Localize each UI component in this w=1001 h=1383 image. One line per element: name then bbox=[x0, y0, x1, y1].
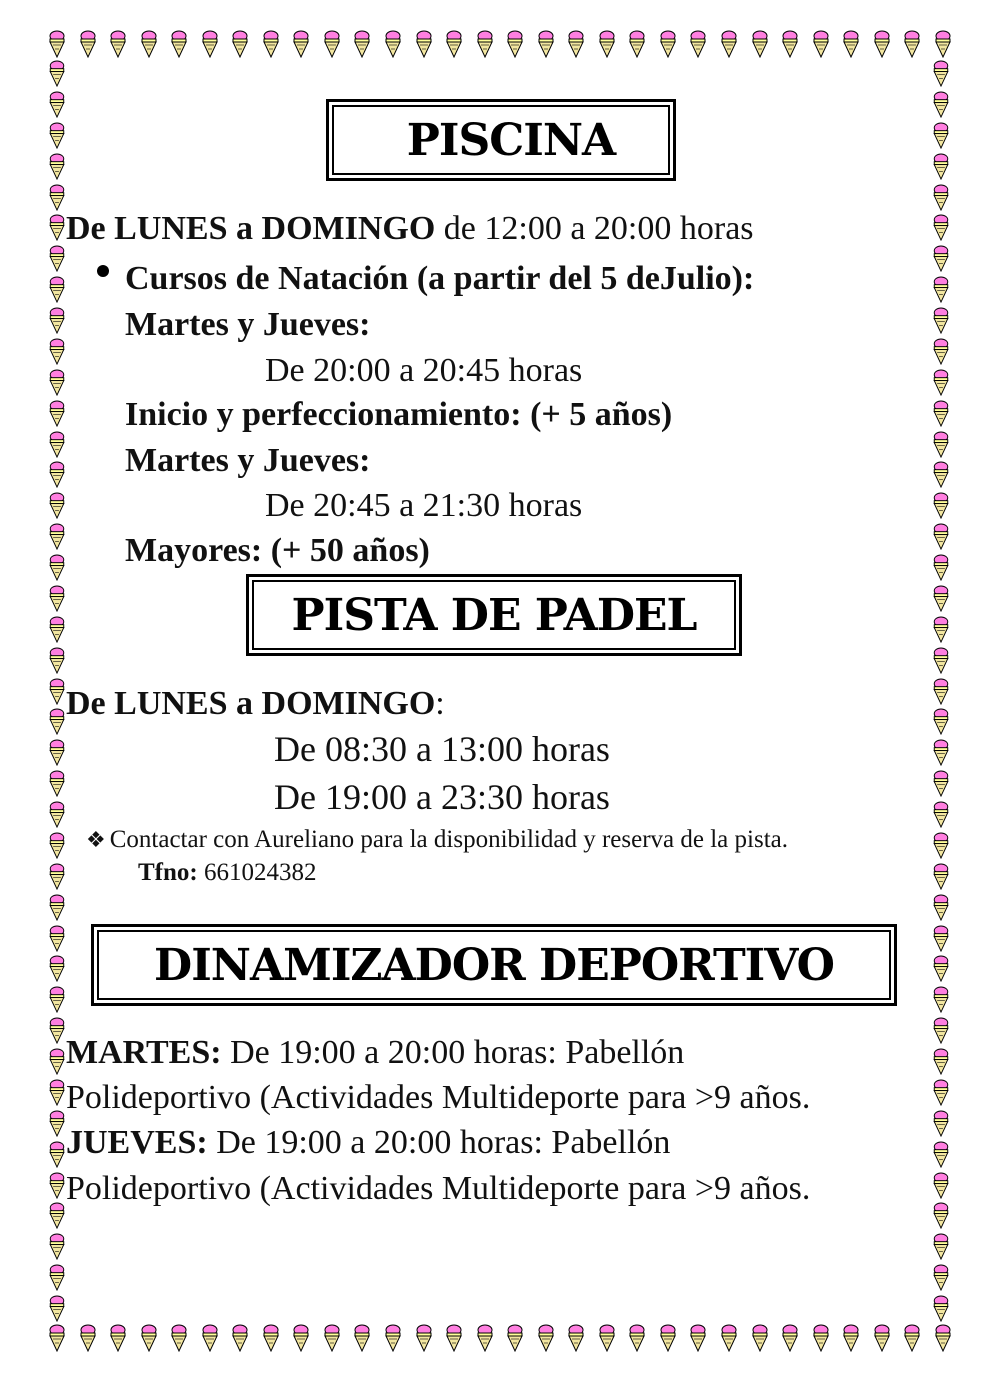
ice-cream-cone-icon bbox=[812, 30, 830, 58]
ice-cream-cone-icon bbox=[932, 678, 950, 705]
ice-cream-cone-icon bbox=[140, 1324, 158, 1352]
ice-cream-cone-icon bbox=[262, 30, 280, 58]
ice-cream-cone-icon bbox=[932, 585, 950, 612]
ice-cream-cone-icon bbox=[598, 1324, 616, 1352]
ice-cream-cone-icon bbox=[932, 184, 950, 211]
piscina-schedule-days: De LUNES a DOMINGO bbox=[66, 210, 436, 247]
ice-cream-cone-icon bbox=[932, 153, 950, 180]
thursday-text-2: Polideportivo (Actividades Multideporte para >9 años. bbox=[66, 1170, 811, 1207]
ice-cream-cone-icon bbox=[48, 678, 66, 705]
ice-cream-cone-icon bbox=[48, 30, 66, 58]
ice-cream-cone-icon bbox=[506, 30, 524, 58]
ice-cream-cone-icon bbox=[934, 30, 952, 58]
ice-cream-cone-icon bbox=[932, 1110, 950, 1137]
ice-cream-cone-icon bbox=[932, 91, 950, 118]
ice-cream-cone-icon bbox=[932, 955, 950, 982]
ice-cream-cone-icon bbox=[48, 91, 66, 118]
ice-cream-cone-icon bbox=[48, 585, 66, 612]
ice-cream-cone-icon bbox=[48, 184, 66, 211]
ice-cream-cone-icon bbox=[932, 307, 950, 334]
ice-cream-cone-icon bbox=[292, 30, 310, 58]
ice-cream-cone-icon bbox=[932, 801, 950, 828]
padel-title: PISTA DE PADEL bbox=[252, 580, 736, 650]
ice-cream-cone-icon bbox=[79, 30, 97, 58]
ice-cream-cone-icon bbox=[48, 461, 66, 488]
ice-cream-cone-icon bbox=[932, 863, 950, 890]
padel-hours-1: De 08:30 a 13:00 horas bbox=[274, 729, 610, 769]
group1-days: Martes y Jueves: bbox=[125, 306, 371, 343]
ice-cream-cone-icon bbox=[812, 1324, 830, 1352]
padel-phone-number: 661024382 bbox=[197, 859, 317, 886]
ice-cream-cone-icon bbox=[353, 30, 371, 58]
ice-cream-cone-icon bbox=[932, 647, 950, 674]
ice-cream-cone-icon bbox=[567, 1324, 585, 1352]
ice-cream-cone-icon bbox=[689, 30, 707, 58]
ice-cream-cone-icon bbox=[48, 245, 66, 272]
group1-hours: De 20:00 a 20:45 horas bbox=[265, 352, 583, 389]
ice-cream-cone-icon bbox=[567, 30, 585, 58]
padel-hours-2: De 19:00 a 23:30 horas bbox=[274, 777, 610, 817]
ice-cream-cone-icon bbox=[79, 1324, 97, 1352]
ice-cream-cone-icon bbox=[751, 30, 769, 58]
ice-cream-cone-icon bbox=[932, 1295, 950, 1322]
group2-hours: De 20:45 a 21:30 horas bbox=[265, 487, 583, 524]
ice-cream-cone-icon bbox=[932, 1172, 950, 1199]
ice-cream-cone-icon bbox=[48, 1141, 66, 1168]
ice-cream-cone-icon bbox=[48, 894, 66, 921]
ice-cream-cone-icon bbox=[781, 1324, 799, 1352]
ice-cream-cone-icon bbox=[48, 739, 66, 766]
ice-cream-cone-icon bbox=[48, 925, 66, 952]
ice-cream-cone-icon bbox=[842, 1324, 860, 1352]
ice-cream-cone-icon bbox=[48, 307, 66, 334]
ice-cream-cone-icon bbox=[48, 122, 66, 149]
ice-cream-cone-icon bbox=[476, 30, 494, 58]
ice-cream-cone-icon bbox=[48, 60, 66, 87]
piscina-schedule bbox=[66, 209, 754, 249]
tuesday-text-2: Polideportivo (Actividades Multideporte para >9 años. bbox=[66, 1079, 811, 1116]
ice-cream-cone-icon bbox=[932, 770, 950, 797]
diamond-bullet-icon: ❖ bbox=[86, 828, 106, 853]
ice-cream-cone-icon bbox=[48, 1295, 66, 1322]
ice-cream-cone-icon bbox=[932, 1264, 950, 1291]
tuesday-text: De 19:00 a 20:00 horas: Pabellón bbox=[221, 1034, 685, 1071]
ice-cream-cone-icon bbox=[48, 492, 66, 519]
ice-cream-cone-icon bbox=[903, 1324, 921, 1352]
ice-cream-cone-icon bbox=[445, 30, 463, 58]
ice-cream-cone-icon bbox=[48, 276, 66, 303]
ice-cream-cone-icon bbox=[323, 30, 341, 58]
ice-cream-cone-icon bbox=[170, 30, 188, 58]
ice-cream-cone-icon bbox=[873, 30, 891, 58]
ice-cream-cone-icon bbox=[932, 986, 950, 1013]
ice-cream-cone-icon bbox=[48, 1110, 66, 1137]
ice-cream-cone-icon bbox=[476, 1324, 494, 1352]
ice-cream-cone-icon bbox=[932, 523, 950, 550]
ice-cream-cone-icon bbox=[932, 616, 950, 643]
ice-cream-cone-icon bbox=[48, 1202, 66, 1229]
ice-cream-cone-icon bbox=[353, 1324, 371, 1352]
ice-cream-cone-icon bbox=[445, 1324, 463, 1352]
ice-cream-cone-icon bbox=[932, 1141, 950, 1168]
dinamizador-title: DINAMIZADOR DEPORTIVO bbox=[97, 930, 891, 1000]
group2-days: Martes y Jueves: bbox=[125, 442, 371, 479]
padel-contact-note: Contactar con Aureliano para la disponibilidad y reserva de la pista. bbox=[109, 826, 788, 853]
ice-cream-cone-icon bbox=[48, 1264, 66, 1291]
ice-cream-cone-icon bbox=[48, 554, 66, 581]
ice-cream-cone-icon bbox=[932, 1233, 950, 1260]
ice-cream-cone-icon bbox=[506, 1324, 524, 1352]
ice-cream-cone-icon bbox=[932, 276, 950, 303]
ice-cream-cone-icon bbox=[48, 1079, 66, 1106]
piscina-title-box bbox=[326, 99, 676, 181]
ice-cream-cone-icon bbox=[932, 925, 950, 952]
ice-cream-cone-icon bbox=[48, 523, 66, 550]
ice-cream-cone-icon bbox=[262, 1324, 280, 1352]
ice-cream-cone-icon bbox=[48, 1017, 66, 1044]
ice-cream-cone-icon bbox=[903, 30, 921, 58]
group2-label: Inicio y perfeccionamiento: (+ 5 años) bbox=[125, 396, 673, 433]
ice-cream-cone-icon bbox=[48, 1048, 66, 1075]
ice-cream-cone-icon bbox=[48, 1324, 66, 1352]
ice-cream-cone-icon bbox=[323, 1324, 341, 1352]
ice-cream-cone-icon bbox=[932, 400, 950, 427]
ice-cream-cone-icon bbox=[598, 30, 616, 58]
ice-cream-cone-icon bbox=[659, 30, 677, 58]
ice-cream-cone-icon bbox=[873, 1324, 891, 1352]
tuesday-line bbox=[66, 1033, 684, 1073]
thursday-text: De 19:00 a 20:00 horas: Pabellón bbox=[207, 1124, 671, 1161]
ice-cream-cone-icon bbox=[932, 369, 950, 396]
ice-cream-cone-icon bbox=[292, 1324, 310, 1352]
ice-cream-cone-icon bbox=[231, 1324, 249, 1352]
ice-cream-cone-icon bbox=[48, 214, 66, 241]
ice-cream-cone-icon bbox=[48, 832, 66, 859]
ice-cream-cone-icon bbox=[48, 708, 66, 735]
padel-schedule bbox=[66, 684, 445, 724]
ice-cream-cone-icon bbox=[48, 431, 66, 458]
ice-cream-cone-icon bbox=[932, 431, 950, 458]
ice-cream-cone-icon bbox=[109, 30, 127, 58]
ice-cream-cone-icon bbox=[48, 369, 66, 396]
ice-cream-cone-icon bbox=[628, 1324, 646, 1352]
ice-cream-cone-icon bbox=[932, 554, 950, 581]
ice-cream-cone-icon bbox=[932, 832, 950, 859]
ice-cream-cone-icon bbox=[932, 214, 950, 241]
ice-cream-cone-icon bbox=[384, 30, 402, 58]
ice-cream-cone-icon bbox=[231, 30, 249, 58]
padel-phone bbox=[138, 858, 316, 888]
ice-cream-cone-icon bbox=[140, 30, 158, 58]
ice-cream-cone-icon bbox=[689, 1324, 707, 1352]
border-right bbox=[932, 60, 952, 1322]
ice-cream-cone-icon bbox=[170, 1324, 188, 1352]
ice-cream-cone-icon bbox=[48, 1172, 66, 1199]
cursos-label: Cursos de Natación (a partir del 5 deJulio): bbox=[125, 260, 755, 297]
piscina-schedule-hours: de 12:00 a 20:00 horas bbox=[435, 210, 754, 247]
ice-cream-cone-icon bbox=[109, 1324, 127, 1352]
ice-cream-cone-icon bbox=[48, 863, 66, 890]
dinamizador-title-box bbox=[91, 924, 897, 1006]
piscina-title: PISCINA bbox=[332, 105, 670, 175]
ice-cream-cone-icon bbox=[201, 1324, 219, 1352]
padel-schedule-days: De LUNES a DOMINGO bbox=[66, 685, 436, 722]
ice-cream-cone-icon bbox=[932, 1017, 950, 1044]
ice-cream-cone-icon bbox=[932, 739, 950, 766]
ice-cream-cone-icon bbox=[48, 338, 66, 365]
ice-cream-cone-icon bbox=[48, 400, 66, 427]
ice-cream-cone-icon bbox=[48, 647, 66, 674]
ice-cream-cone-icon bbox=[932, 122, 950, 149]
ice-cream-cone-icon bbox=[537, 1324, 555, 1352]
ice-cream-cone-icon bbox=[781, 30, 799, 58]
group3-label: Mayores: (+ 50 años) bbox=[125, 532, 430, 569]
border-bottom bbox=[48, 1324, 952, 1354]
ice-cream-cone-icon bbox=[932, 894, 950, 921]
padel-schedule-colon: : bbox=[435, 685, 445, 722]
ice-cream-cone-icon bbox=[720, 1324, 738, 1352]
ice-cream-cone-icon bbox=[415, 1324, 433, 1352]
ice-cream-cone-icon bbox=[934, 1324, 952, 1352]
ice-cream-cone-icon bbox=[751, 1324, 769, 1352]
thursday-line bbox=[66, 1123, 670, 1163]
ice-cream-cone-icon bbox=[628, 30, 646, 58]
thursday-label: JUEVES: bbox=[66, 1124, 208, 1161]
ice-cream-cone-icon bbox=[537, 30, 555, 58]
ice-cream-cone-icon bbox=[48, 153, 66, 180]
ice-cream-cone-icon bbox=[932, 1048, 950, 1075]
ice-cream-cone-icon bbox=[48, 986, 66, 1013]
ice-cream-cone-icon bbox=[48, 616, 66, 643]
ice-cream-cone-icon bbox=[720, 30, 738, 58]
ice-cream-cone-icon bbox=[384, 1324, 402, 1352]
ice-cream-cone-icon bbox=[48, 1233, 66, 1260]
ice-cream-cone-icon bbox=[659, 1324, 677, 1352]
ice-cream-cone-icon bbox=[415, 30, 433, 58]
ice-cream-cone-icon bbox=[48, 801, 66, 828]
ice-cream-cone-icon bbox=[932, 708, 950, 735]
padel-title-box bbox=[246, 574, 742, 656]
ice-cream-cone-icon bbox=[932, 245, 950, 272]
ice-cream-cone-icon bbox=[932, 461, 950, 488]
padel-contact bbox=[86, 825, 788, 856]
bullet-icon bbox=[97, 265, 109, 277]
ice-cream-cone-icon bbox=[932, 1079, 950, 1106]
ice-cream-cone-icon bbox=[201, 30, 219, 58]
ice-cream-cone-icon bbox=[932, 1202, 950, 1229]
padel-phone-label: Tfno: bbox=[138, 859, 198, 886]
border-top bbox=[48, 30, 952, 60]
tuesday-label: MARTES: bbox=[66, 1034, 222, 1071]
ice-cream-cone-icon bbox=[932, 338, 950, 365]
ice-cream-cone-icon bbox=[48, 955, 66, 982]
ice-cream-cone-icon bbox=[932, 60, 950, 87]
ice-cream-cone-icon bbox=[932, 492, 950, 519]
ice-cream-cone-icon bbox=[842, 30, 860, 58]
border-left bbox=[48, 60, 68, 1322]
ice-cream-cone-icon bbox=[48, 770, 66, 797]
